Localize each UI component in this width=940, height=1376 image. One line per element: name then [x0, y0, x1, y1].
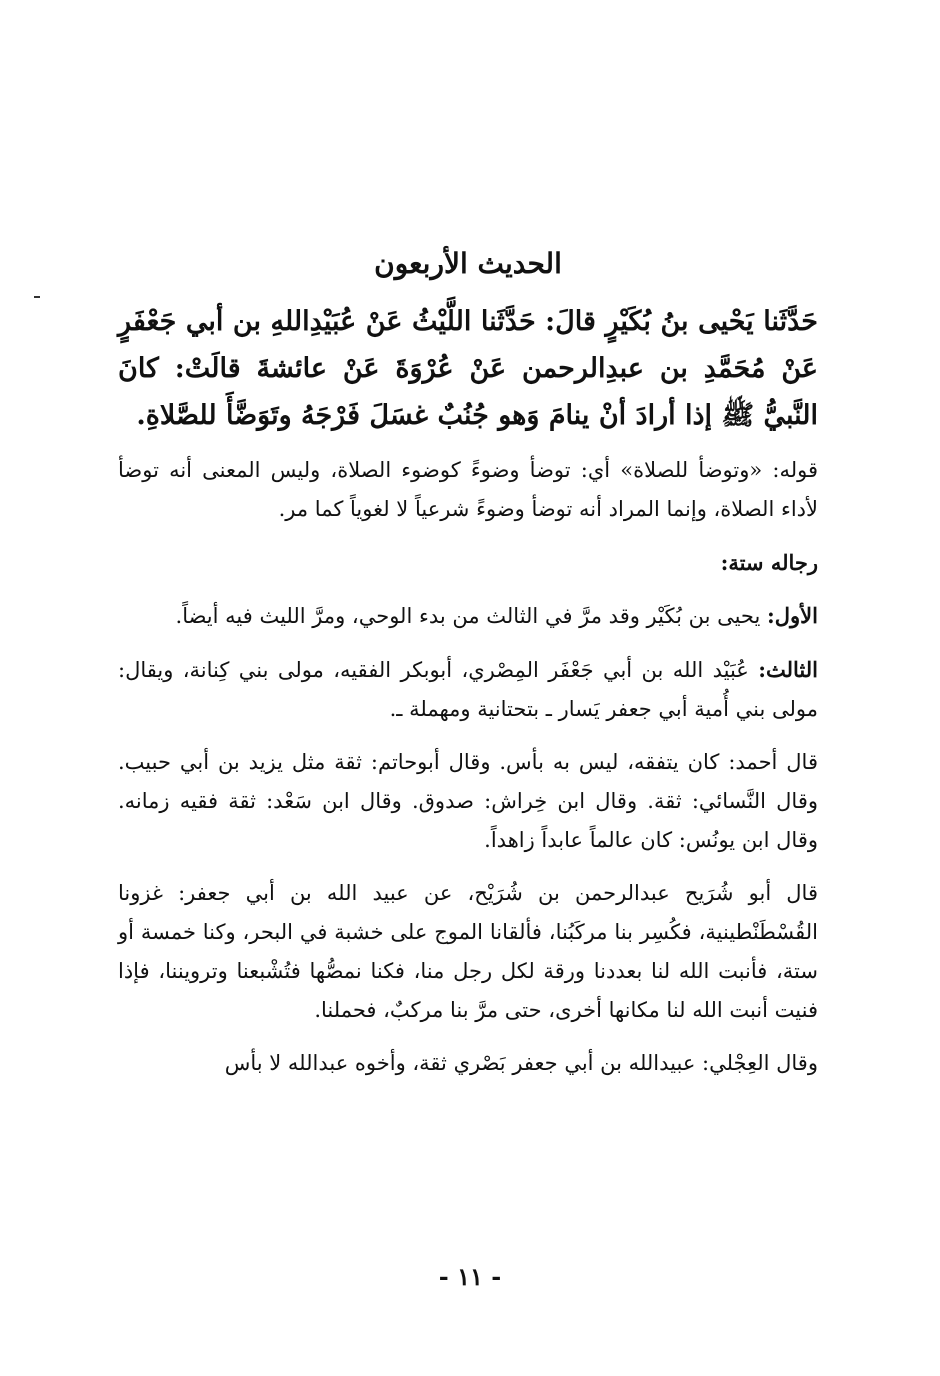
first-narrator-paragraph	[118, 596, 818, 636]
ahmad-opinion-paragraph: قال أحمد: كان يتفقه، ليس به بأس. وقال أبوحاتم: ثقة مثل يزيد بن أبي حبيب. وقال النَّسائي: ثقة. وقال ابن خِراش: صدوق. وقال ابن سَعْد: ثقة فقيه زمانه. وقال ابن يونُس: كان عالماً عابداً زاهداً.	[118, 750, 818, 852]
third-narrator-paragraph	[118, 650, 818, 729]
third-narrator-text: عُبَيْد الله بن أبي جَعْفَر المِصْري، أبوبكر الفقيه، مولى بني كِنانة، ويقال: مولى بني أُمية أبي جعفر يَسار ـ بتحتانية ومهملة ـ.	[118, 658, 818, 721]
margin-speck	[34, 296, 40, 298]
hadith-title: الحديث الأربعون	[374, 247, 562, 280]
first-narrator-label: الأول:	[767, 603, 818, 628]
hadith-text: حَدَّثَنا يَحْيى بنُ بُكَيْرٍ قالَ: حَدَّثَنا اللَّيْثُ عَنْ عُبَيْدِاللهِ بن أبي جَعْفَرٍ عَنْ مُحَمَّدِ بن عبدِالرحمن عَنْ عُرْوَةَ عَنْ عائشةَ قالَتْ: كانَ النَّبيُّ ﷺ إذا أرادَ أنْ ينامَ وَهو جُنُبٌ غسَلَ فَرْجَهُ وتَوَضَّأَ للصَّلاةِ.	[118, 306, 818, 431]
third-narrator-label: الثالث:	[758, 657, 818, 682]
commentary-paragraph: قوله: «وتوضأ للصلاة» أي: توضأ وضوءً كوضوء الصلاة، وليس المعنى أنه توضأ لأداء الصلاة، وإنما المراد أنه توضأ وضوءً شرعياً لا لغوياً كما مر.	[118, 458, 818, 521]
page-number: - ١١ -	[438, 1262, 502, 1291]
ijli-opinion-paragraph: وقال العِجْلي: عبيدالله بن أبي جعفر بَصْري ثقة، وأخوه عبدالله لا بأس	[224, 1051, 818, 1075]
book-page	[118, 240, 818, 1097]
first-narrator-text: يحيى بن بُكَيْر وقد مرَّ في الثالث من بدء الوحي، ومرَّ الليث فيه أيضاً.	[175, 604, 761, 628]
constantinople-story-paragraph: قال أبو شُرَيح عبدالرحمن بن شُرَيْح، عن عبيد الله بن أبي جعفر: غزونا القُسْطَنْطينية، فكُسِر بنا مركَبُنا، فألقانا الموج على خشبة في البحر، وكنا خمسة أو ستة، فأنبت الله لنا بعددنا ورقة لكل رجل منا، فكنا نمصُّها فتُشْبعنا وترويننا، فإذا فنيت أنبت الله لنا مكانها أخرى، حتى مرَّ بنا مركبٌ، فحملنا.	[118, 881, 818, 1022]
narrators-heading: رجاله ستة:	[720, 550, 818, 575]
